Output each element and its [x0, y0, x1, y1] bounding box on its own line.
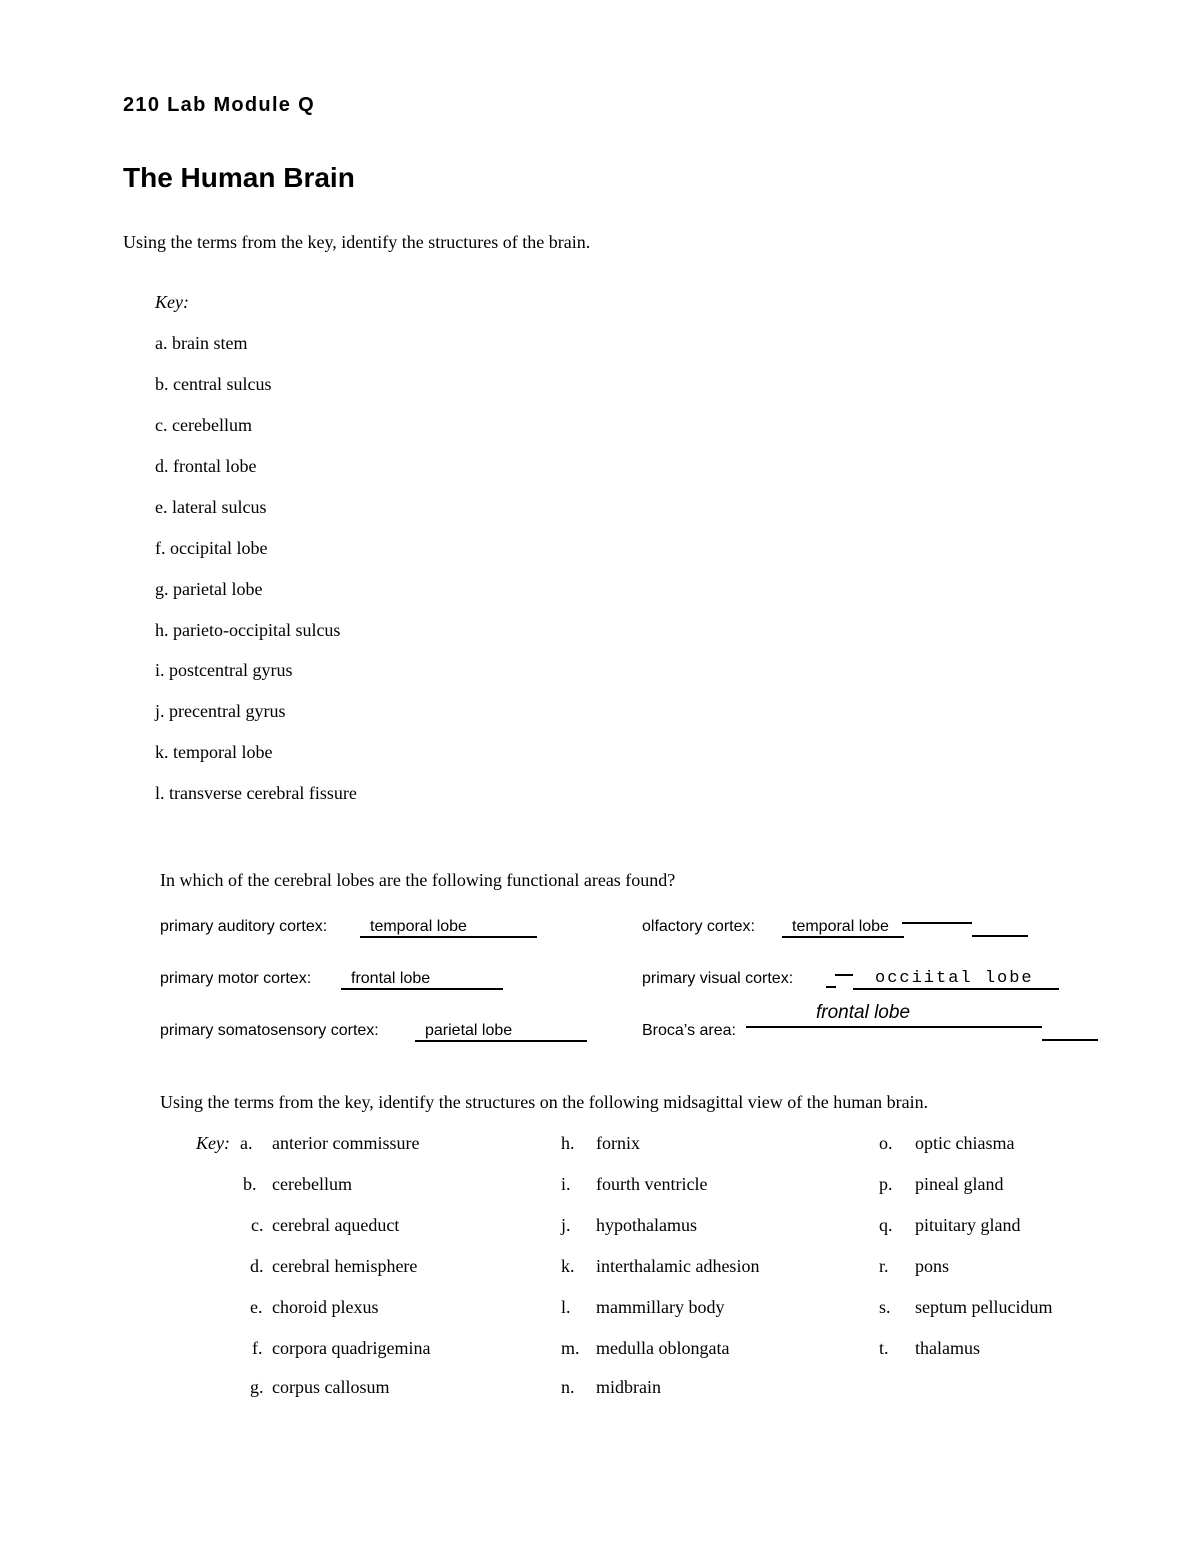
list-item: h. parieto-occipital sulcus — [155, 620, 341, 640]
key-term: pineal gland — [915, 1174, 1004, 1194]
key-term: cerebral aqueduct — [272, 1215, 400, 1235]
visual-prefix-line — [826, 986, 836, 988]
section3-instruction: Using the terms from the key, identify the structures on the following midsagittal view of the human brain. — [160, 1092, 929, 1112]
somatosensory-cortex-answer-field[interactable] — [415, 1018, 587, 1042]
key-letter: i. — [561, 1174, 571, 1194]
section3-key-label: Key: — [196, 1133, 230, 1153]
list-item: g. parietal lobe — [155, 579, 263, 599]
key-term: midbrain — [596, 1377, 661, 1397]
key-term: fourth ventricle — [596, 1174, 708, 1194]
visual-cortex-answer-field[interactable] — [853, 966, 1059, 990]
brocas-area-label: Broca’s area: — [642, 1022, 736, 1039]
motor-cortex-answer: frontal lobe — [351, 970, 431, 987]
key-letter: o. — [879, 1133, 893, 1153]
section1-key-label: Key: — [155, 292, 189, 312]
key-letter: h. — [561, 1133, 575, 1153]
key-letter: r. — [879, 1256, 889, 1276]
list-item: a. brain stem — [155, 333, 248, 353]
module-heading: 210 Lab Module Q — [123, 94, 315, 116]
list-item: c. cerebellum — [155, 415, 252, 435]
key-term: corpus callosum — [272, 1377, 390, 1397]
key-letter: m. — [561, 1338, 580, 1358]
visual-cortex-answer: occiital lobe — [875, 969, 1034, 988]
key-letter: a. — [240, 1133, 253, 1153]
key-term: fornix — [596, 1133, 640, 1153]
auditory-cortex-answer-field[interactable] — [360, 914, 537, 938]
visual-cortex-label: primary visual cortex: — [642, 970, 794, 987]
key-letter: k. — [561, 1256, 575, 1276]
key-term: anterior commissure — [272, 1133, 420, 1153]
key-letter: j. — [561, 1215, 571, 1235]
somatosensory-cortex-label: primary somatosensory cortex: — [160, 1022, 379, 1039]
visual-dash — [835, 974, 853, 976]
key-letter: p. — [879, 1174, 893, 1194]
key-term: choroid plexus — [272, 1297, 379, 1317]
olfactory-cortex-answer-field[interactable] — [782, 914, 904, 938]
key-term: corpora quadrigemina — [272, 1338, 431, 1358]
key-letter: t. — [879, 1338, 889, 1358]
brocas-area-answer-field[interactable] — [746, 1004, 1042, 1028]
list-item: b. central sulcus — [155, 374, 272, 394]
key-term: optic chiasma — [915, 1133, 1015, 1153]
key-term: medulla oblongata — [596, 1338, 730, 1358]
key-letter: f. — [252, 1338, 263, 1358]
section1-instruction: Using the terms from the key, identify the structures of the brain. — [123, 232, 591, 252]
key-letter: c. — [251, 1215, 264, 1235]
olfactory-overline — [902, 922, 972, 924]
section2-question: In which of the cerebral lobes are the following functional areas found? — [160, 870, 676, 890]
auditory-cortex-label: primary auditory cortex: — [160, 918, 328, 935]
key-term: pons — [915, 1256, 950, 1276]
olfactory-cortex-label: olfactory cortex: — [642, 918, 755, 935]
motor-cortex-answer-field[interactable] — [341, 966, 503, 990]
auditory-cortex-answer: temporal lobe — [370, 918, 467, 935]
key-letter: b. — [243, 1174, 257, 1194]
key-term: cerebellum — [272, 1174, 352, 1194]
olfactory-cortex-answer: temporal lobe — [792, 918, 889, 935]
key-letter: s. — [879, 1297, 891, 1317]
list-item: j. precentral gyrus — [155, 701, 286, 721]
list-item: l. transverse cerebral fissure — [155, 783, 357, 803]
key-letter: n. — [561, 1377, 575, 1397]
key-letter: l. — [561, 1297, 571, 1317]
key-term: pituitary gland — [915, 1215, 1021, 1235]
key-letter: g. — [250, 1377, 264, 1397]
key-term: mammillary body — [596, 1297, 725, 1317]
key-term: interthalamic adhesion — [596, 1256, 760, 1276]
key-term: septum pellucidum — [915, 1297, 1053, 1317]
key-letter: q. — [879, 1215, 893, 1235]
list-item: k. temporal lobe — [155, 742, 273, 762]
brocas-area-answer: frontal lobe — [816, 1002, 911, 1023]
list-item: e. lateral sulcus — [155, 497, 267, 517]
motor-cortex-label: primary motor cortex: — [160, 970, 312, 987]
key-term: thalamus — [915, 1338, 980, 1358]
page-title: The Human Brain — [123, 162, 355, 193]
list-item: f. occipital lobe — [155, 538, 268, 558]
olfactory-extra-line — [972, 935, 1028, 937]
list-item: d. frontal lobe — [155, 456, 257, 476]
key-letter: e. — [250, 1297, 263, 1317]
key-term: hypothalamus — [596, 1215, 697, 1235]
key-letter: d. — [250, 1256, 264, 1276]
somatosensory-cortex-answer: parietal lobe — [425, 1022, 513, 1039]
list-item: i. postcentral gyrus — [155, 660, 293, 680]
key-term: cerebral hemisphere — [272, 1256, 418, 1276]
brocas-extra-line — [1042, 1039, 1098, 1041]
